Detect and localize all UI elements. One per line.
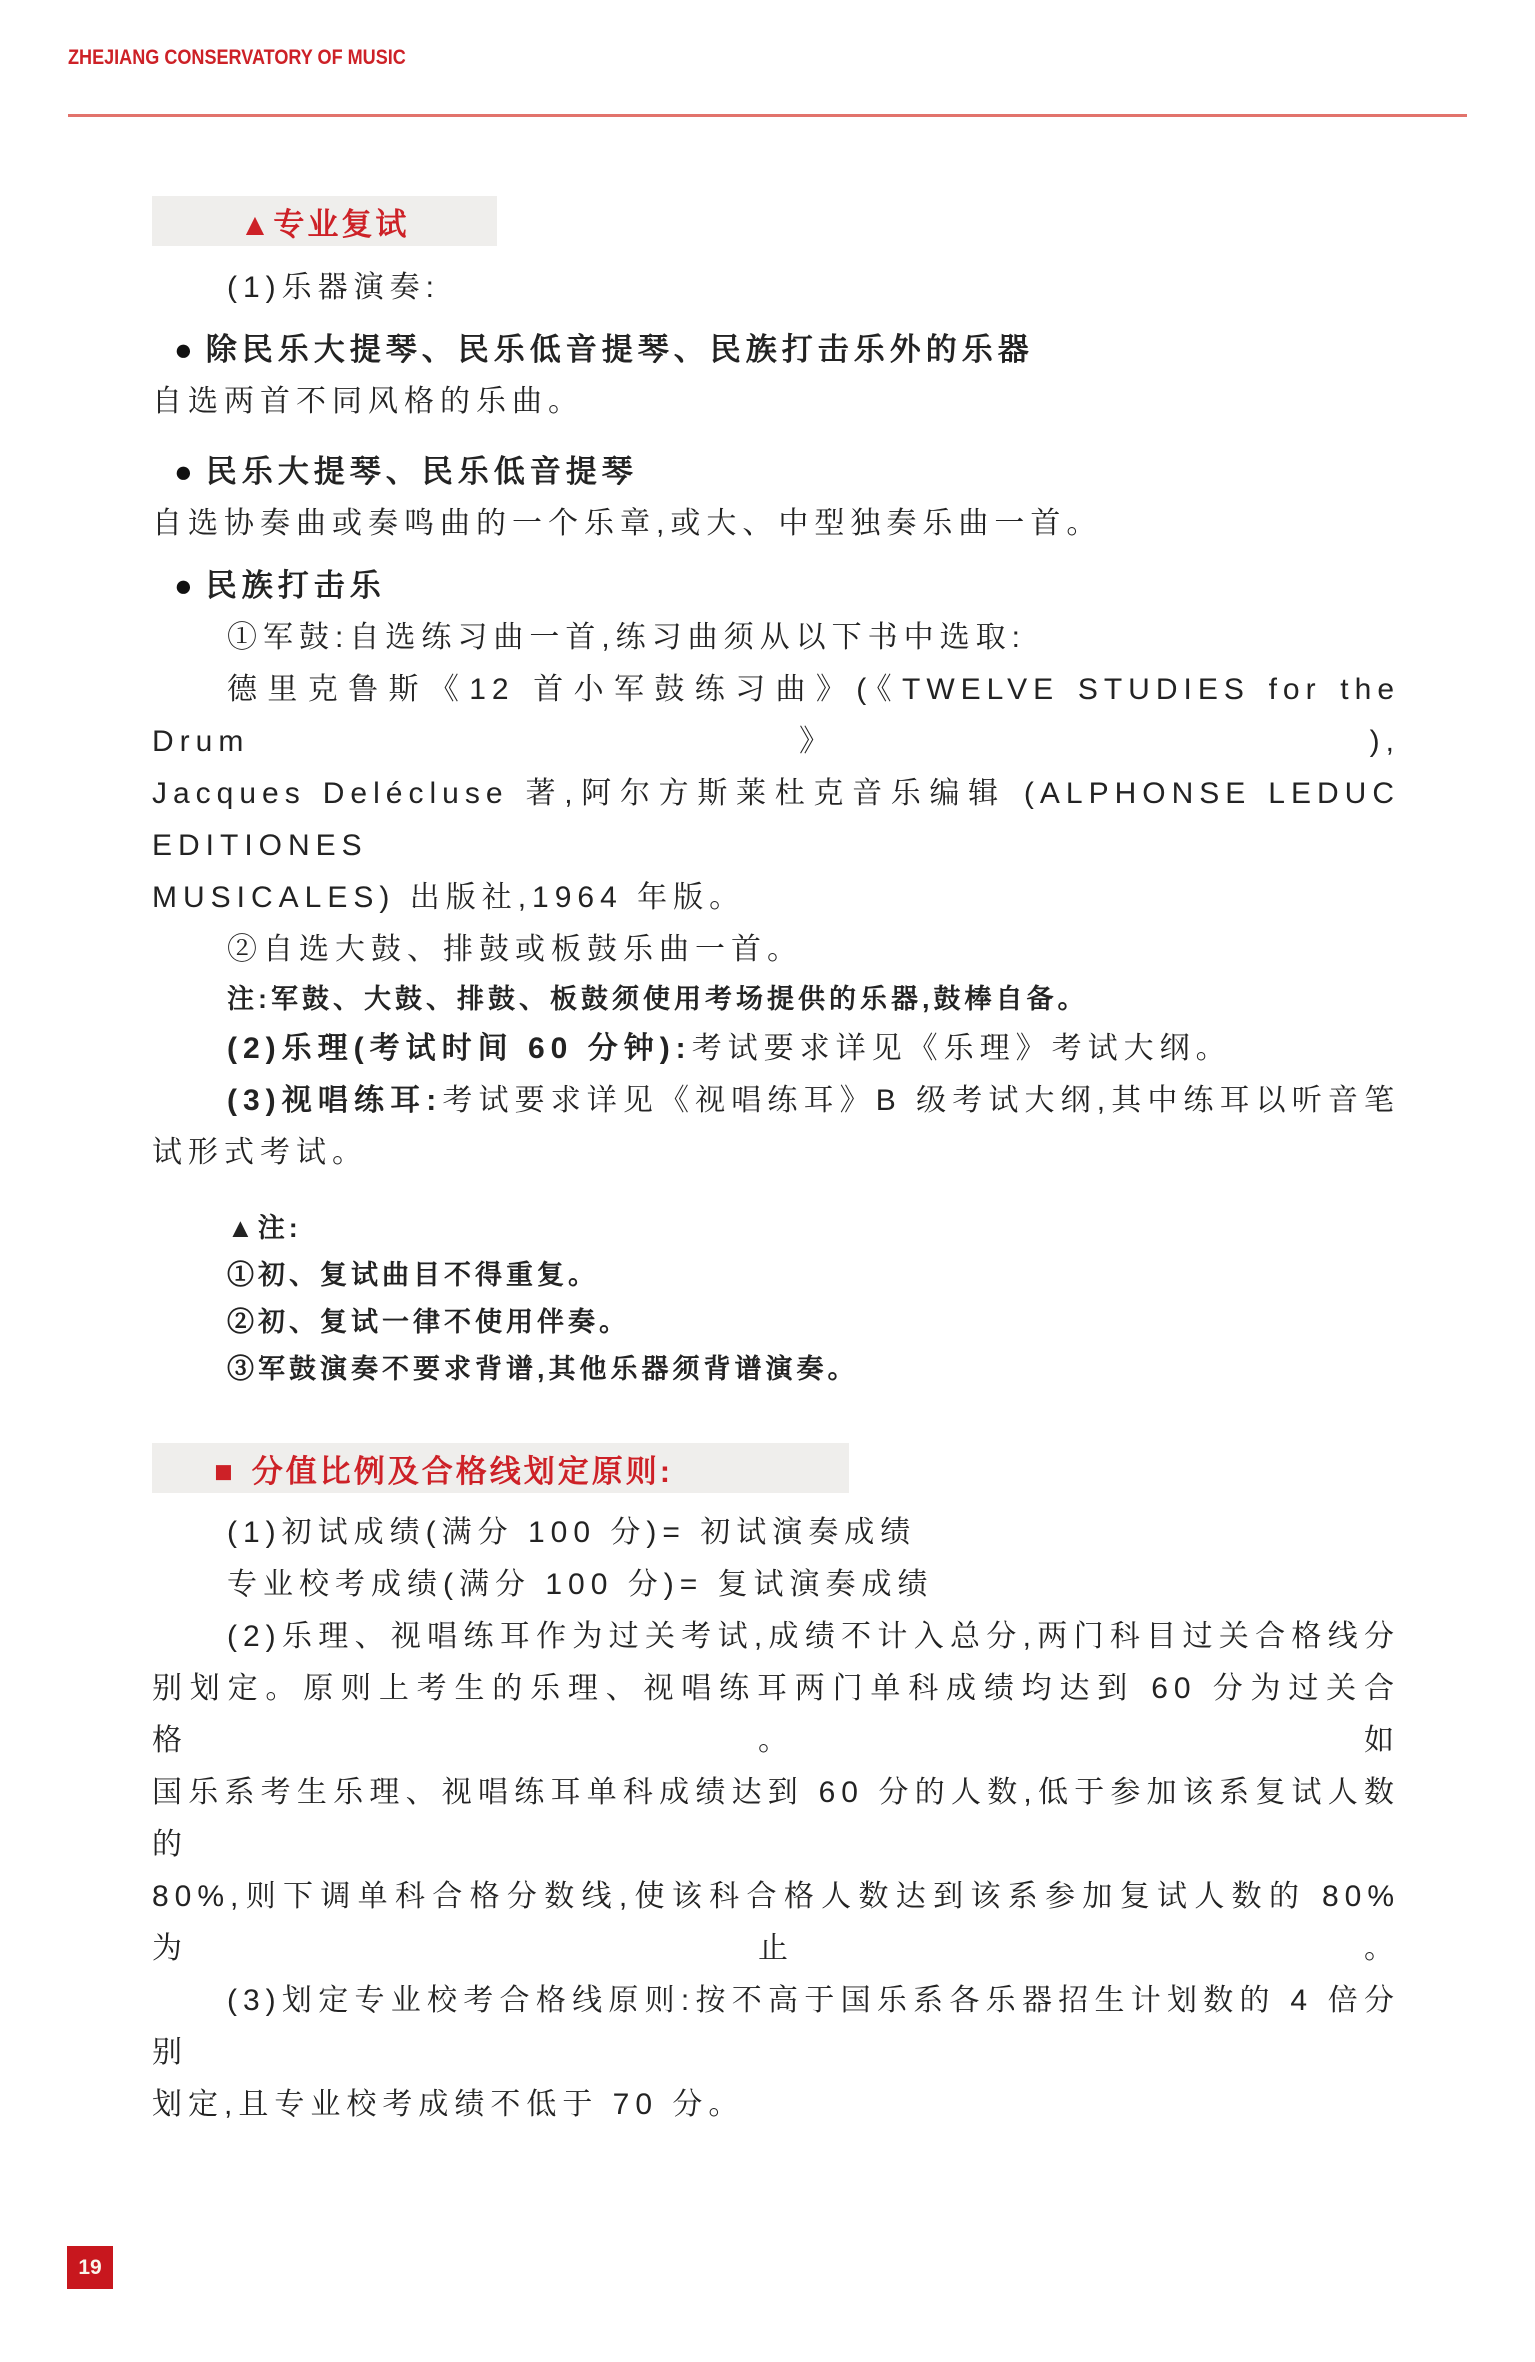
section-retest-heading-bar [152, 196, 497, 246]
bullet-icon: ● [174, 454, 198, 489]
group3-line2: 德里克鲁斯《12 首小军鼓练习曲》(《TWELVE STUDIES for the Drum》), [152, 673, 1400, 758]
notes-line-2: ②初、复试一律不使用伴奏。 [227, 1307, 630, 1337]
header-rule [68, 114, 1467, 117]
score-p2-line2: 别划定。原则上考生的乐理、视唱练耳两门单科成绩均达到 60 分为过关合格。如 [152, 1672, 1400, 1757]
section-score-title-text: 分值比例及合格线划定原则: [251, 1453, 674, 1489]
item2-text: 考试要求详见《乐理》考试大纲。 [691, 1032, 1232, 1065]
section-retest-title-text: 专业复试 [273, 206, 410, 242]
score-p1-line1: (1)初试成绩(满分 100 分)= 初试演奏成绩 [227, 1516, 917, 1549]
section-retest-title [240, 199, 410, 244]
score-p2-line4: 80%,则下调单科合格分数线,使该科合格人数达到该系参加复试人数的 80% 为止。 [152, 1880, 1400, 1965]
item3-label: (3)视唱练耳: [227, 1084, 443, 1117]
group1-heading [174, 324, 1400, 376]
bullet-icon: ● [174, 332, 198, 367]
triangle-marker-icon: ▲ [239, 206, 274, 242]
score-p2-line3: 国乐系考生乐理、视唱练耳单科成绩达到 60 分的人数,低于参加该系复试人数的 [152, 1776, 1400, 1861]
page-number: 19 [78, 2255, 102, 2279]
score-p1-line2: 专业校考成绩(满分 100 分)= 复试演奏成绩 [227, 1568, 934, 1601]
item3-continuation-line: 试形式考试。 [152, 1136, 368, 1169]
notes-line-1: ①初、复试曲目不得重复。 [227, 1260, 599, 1290]
square-marker-icon: ■ [214, 1453, 236, 1489]
group3-line4: MUSICALES) 出版社,1964 年版。 [152, 881, 746, 914]
group3-heading [174, 560, 1400, 612]
page-content [152, 196, 1400, 2131]
group1-heading-text: 除民乐大提琴、民乐低音提琴、民族打击乐外的乐器 [205, 332, 1034, 367]
score-p3-line2: 划定,且专业校考成绩不低于 70 分。 [152, 2088, 745, 2121]
score-p3-line1: (3)划定专业校考合格线原则:按不高于国乐系各乐器招生计划数的 4 倍分别 [152, 1984, 1400, 2069]
item2-line [152, 1023, 1400, 1075]
group2-heading [174, 446, 1400, 498]
item3-line [152, 1075, 1400, 1127]
group3-line3: Jacques Delécluse 著,阿尔方斯莱杜克音乐编辑 (ALPHONSE LEDUC EDITIONES [152, 777, 1400, 862]
group3-note-line: 注:军鼓、大鼓、排鼓、板鼓须使用考场提供的乐器,鼓棒自备。 [227, 984, 1089, 1014]
bullet-icon: ● [174, 568, 198, 603]
score-p2-line1: (2)乐理、视唱练耳作为过关考试,成绩不计入总分,两门科目过关合格线分 [227, 1620, 1400, 1653]
item3-text: 考试要求详见《视唱练耳》B 级考试大纲,其中练耳以听音笔 [442, 1084, 1400, 1117]
group3-line1: ①军鼓:自选练习曲一首,练习曲须从以下书中选取: [227, 621, 1027, 654]
section-score-title [214, 1446, 673, 1491]
group3-line5: ②自选大鼓、排鼓或板鼓乐曲一首。 [227, 933, 803, 966]
item2-label: (2)乐理(考试时间 60 分钟): [227, 1032, 692, 1065]
item1-label-line: (1)乐器演奏: [227, 271, 440, 304]
page-number-badge [67, 2246, 113, 2289]
group3-heading-text: 民族打击乐 [205, 568, 386, 603]
group2-body-line: 自选协奏曲或奏鸣曲的一个乐章,或大、中型独奏乐曲一首。 [152, 507, 1103, 540]
notes-title-line: ▲注: [227, 1213, 302, 1243]
notes-line-3: ③军鼓演奏不要求背谱,其他乐器须背谱演奏。 [227, 1354, 859, 1384]
page-header-title: ZHEJIANG CONSERVATORY OF MUSIC [68, 46, 406, 69]
section-score-heading-bar [152, 1443, 849, 1493]
group2-heading-text: 民乐大提琴、民乐低音提琴 [205, 454, 638, 489]
group1-body-line: 自选两首不同风格的乐曲。 [152, 385, 584, 418]
